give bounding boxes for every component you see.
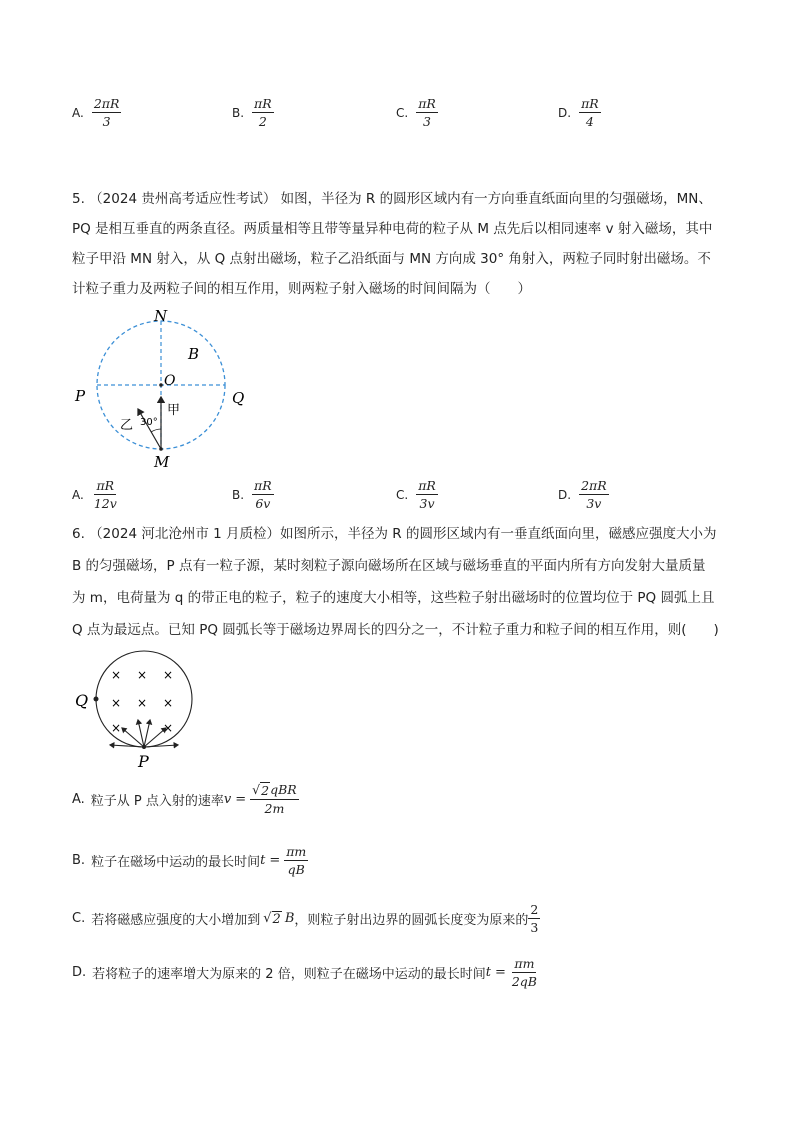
numerator-rest: qBR: [270, 782, 297, 797]
label-p: P: [75, 387, 86, 405]
numerator: πR: [581, 96, 599, 111]
fraction: [284, 844, 308, 877]
label-angle: 30°: [140, 417, 158, 428]
label-q: Q: [232, 389, 245, 407]
q6-line-2: B 的匀强磁场，P 点有一粒子源，某时刻粒子源向磁场所在区域与磁场垂直的平面内所有方向发射大量质量: [72, 558, 706, 574]
option-label: D.: [558, 105, 572, 120]
q4-option-c: [396, 96, 438, 129]
cross-mark: ×: [136, 696, 148, 710]
cross-mark: ×: [110, 696, 122, 710]
option-text: 若将磁感应强度的大小增加到: [91, 913, 261, 928]
fraction: [416, 478, 438, 511]
sqrt: √ 2: [263, 910, 281, 927]
velocity-arrow: [144, 745, 178, 747]
numerator: πm: [514, 956, 535, 971]
q5-option-d: [558, 478, 609, 511]
numerator: πR: [418, 96, 436, 111]
label-p: P: [138, 752, 149, 770]
label-q: Q: [75, 691, 89, 710]
fraction: [510, 956, 539, 989]
numerator: 2πR: [93, 96, 120, 111]
option-label: D.: [558, 487, 572, 502]
q4-option-d: [558, 96, 601, 129]
fraction: [579, 478, 609, 511]
cross-mark: ×: [162, 696, 174, 710]
numerator: 2πR: [581, 478, 607, 493]
q6-option-b: B. 粒子在磁场中运动的最长时间 t = $\frac{\pi m}{qB}$: [72, 844, 307, 877]
variable: t: [260, 853, 266, 868]
numerator: πR: [418, 478, 436, 493]
label-n: N: [154, 307, 168, 325]
label-jia: 甲: [167, 403, 181, 418]
fraction: [252, 478, 274, 511]
option-label: B.: [72, 853, 86, 868]
numerator: πR: [96, 478, 115, 493]
q6-option-d: D. 若将粒子的速率增大为原来的 2 倍，则粒子在磁场中运动的最长时间 t = $\frac{\pi m}{2qB}$: [72, 956, 537, 989]
fraction: [579, 96, 601, 129]
q5-line-2: PQ 是相互垂直的两条直径。两质量相等且带等量异种电荷的粒子从 M 点先后以相同速率 v 射入磁场，其中: [72, 221, 713, 237]
denominator: 6v: [255, 496, 271, 511]
q6-line-3: 为 m，电荷量为 q 的带正电的粒子，粒子的速度大小相等，这些粒子射出磁场时的位置均位于 PQ 圆弧上且: [72, 590, 715, 606]
velocity-arrow: [110, 745, 144, 747]
point-q: [94, 697, 99, 702]
q6-line-1: 6. （2024 河北沧州市 1 月质检）如图所示，半径为 R 的圆形区域内有一垂直纸面向里，磁感应强度大小为: [72, 526, 717, 542]
sqrt-value: 2: [272, 911, 281, 927]
q6-figure: [70, 648, 210, 770]
option-label: B.: [232, 105, 245, 120]
q4-option-a: [72, 96, 121, 129]
option-text: 粒子在磁场中运动的最长时间: [91, 855, 261, 870]
denominator: 4: [585, 114, 594, 129]
denominator: 2qB: [511, 974, 537, 989]
option-label: A.: [72, 105, 84, 120]
option-label: A.: [72, 487, 84, 502]
variable: v: [223, 791, 232, 807]
variable: t: [485, 965, 491, 980]
center-point-o: [159, 383, 163, 387]
q5-option-a: [72, 478, 119, 511]
label-b: B: [188, 345, 200, 363]
denominator: 3: [102, 114, 111, 129]
option-text: 若将粒子的速率增大为原来的 2 倍，则粒子在磁场中运动的最长时间: [92, 967, 486, 982]
q5-line-1: 5. （2024 贵州高考适应性考试） 如图，半径为 R 的圆形区域内有一方向垂直纸面向里的匀强磁场，MN、: [72, 191, 712, 207]
numerator: πR: [254, 96, 272, 111]
fraction: [250, 782, 299, 816]
q6-line-4: Q 点为最远点。已知 PQ 圆弧长等于磁场边界周长的四分之一，不计粒子重力和粒子间的相互作用，则( ): [72, 622, 719, 638]
label-yi: 乙: [120, 418, 134, 433]
q5-option-c: [396, 478, 438, 511]
q6-option-c: [72, 902, 540, 935]
denominator: 2m: [264, 801, 285, 816]
option-label: D.: [72, 965, 87, 980]
option-label: C.: [396, 487, 409, 502]
cross-mark: ×: [136, 668, 148, 682]
option-label: C.: [72, 911, 86, 926]
label-m: M: [154, 453, 170, 471]
sqrt: √ 2: [252, 782, 270, 798]
cross-mark: ×: [162, 668, 174, 682]
numerator: πm: [286, 844, 307, 859]
numerator: [250, 782, 299, 800]
q5-option-b: [232, 478, 274, 511]
denominator: 3: [423, 114, 431, 129]
fraction: [528, 902, 540, 935]
fraction: [92, 478, 119, 511]
q5-line-3: 粒子甲沿 MN 射入，从 Q 点射出磁场，粒子乙沿纸面与 MN 方向成 30° 角射入，两粒子同时射出磁场。不: [72, 251, 711, 267]
denominator: 12v: [93, 496, 117, 511]
denominator: 3v: [586, 496, 602, 511]
q5-figure: [70, 305, 260, 477]
option-label: A.: [72, 791, 85, 807]
denominator: 3v: [419, 496, 435, 511]
q6-option-a: A. 粒子从 P 点入射的速率 v = √ 2 qBR 2m: [72, 782, 297, 816]
option-text: 粒子从 P 点入射的速率: [90, 793, 224, 809]
denominator: 2: [258, 114, 267, 129]
fraction: [252, 96, 274, 129]
q5-line-4: 计粒子重力及两粒子间的相互作用，则两粒子射入磁场的时间间隔为（ ）: [72, 281, 531, 297]
cross-mark: ×: [110, 668, 122, 682]
fraction: [416, 96, 438, 129]
label-o: O: [164, 373, 176, 389]
option-label: B.: [232, 487, 245, 502]
numerator: πR: [254, 478, 272, 493]
angle-arc: [151, 429, 161, 432]
sqrt-rest: B: [284, 911, 295, 926]
option-text-2: ，则粒子射出边界的圆弧长度变为原来的: [294, 913, 529, 928]
fraction: [92, 96, 122, 129]
numerator: 2: [530, 902, 539, 917]
option-label: C.: [396, 105, 409, 120]
cross-mark: ×: [110, 721, 122, 735]
sqrt-value: 2: [261, 783, 270, 798]
q4-option-b: [232, 96, 274, 129]
denominator: qB: [287, 862, 305, 877]
denominator: 3: [530, 920, 539, 935]
cross-mark: ×: [162, 721, 174, 735]
